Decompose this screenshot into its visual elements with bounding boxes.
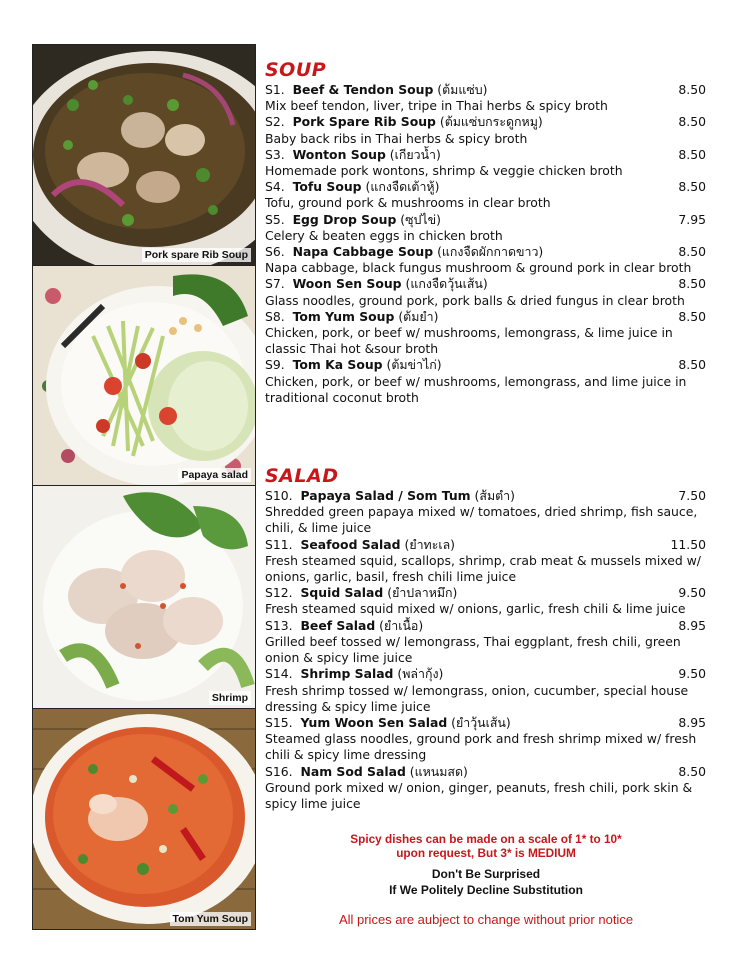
menu-item-price: 7.95	[678, 211, 706, 227]
menu-item-code: S3.	[265, 146, 285, 162]
menu-item-thai-name: (แกงจืดผักกาดขาว)	[437, 244, 544, 260]
substitution-note-line: If We Politely Decline Substitution	[389, 883, 583, 897]
menu-item	[265, 309, 707, 358]
menu-item	[265, 212, 707, 244]
menu-item-thai-name: (ต้มข่าไก่)	[386, 357, 442, 373]
menu-item-title	[265, 666, 443, 682]
menu-item-price: 8.50	[678, 276, 706, 292]
menu-item-code: S6.	[265, 244, 285, 260]
menu-item-name: Pork Spare Rib Soup	[292, 114, 436, 130]
menu-item-code: S8.	[265, 308, 285, 324]
menu-item-title	[265, 179, 439, 195]
menu-item-description: Glass noodles, ground pork, pork balls & dried fungus in clear broth	[265, 292, 685, 308]
menu-item-row	[265, 764, 707, 780]
menu-item-description: Baby back ribs in Thai herbs & spicy broth	[265, 130, 528, 146]
menu-item-row	[265, 309, 707, 325]
menu-item-description: Fresh steamed squid, scallops, shrimp, crab meat & mussels mixed w/ onions, garlic, basil, fresh chili lime juice	[265, 552, 701, 585]
menu-item-description: Chicken, pork, or beef w/ mushrooms, lemongrass, and lime juice in traditional coconut broth	[265, 373, 687, 405]
menu-item-code: S1.	[265, 82, 285, 97]
menu-item	[265, 666, 707, 715]
menu-item-name: Beef Salad	[300, 617, 376, 633]
menu-item-name: Woon Sen Soup	[292, 276, 402, 292]
menu-item-title	[265, 537, 455, 553]
menu-item-name: Napa Cabbage Soup	[292, 244, 434, 260]
menu-item-price: 8.50	[678, 308, 706, 324]
substitution-note-line: Don't Be Surprised	[431, 867, 541, 881]
menu-item-price: 8.50	[678, 763, 706, 779]
menu-item-description: Homemade pork wontons, shrimp & veggie chicken broth	[265, 163, 623, 179]
menu-item-description: Fresh shrimp tossed w/ lemongrass, onion, cucumber, special house dressing & spicy lime juice	[265, 682, 689, 714]
menu-item-name: Tofu Soup	[292, 179, 362, 195]
menu-item-code: S14.	[265, 666, 293, 682]
soup-heading: SOUP	[265, 59, 327, 81]
menu-item-row	[265, 244, 707, 260]
menu-item-title	[265, 715, 511, 731]
menu-item-name: Beef & Tendon Soup	[292, 82, 434, 97]
menu-item-price: 8.95	[678, 714, 706, 730]
menu-item-row	[265, 82, 707, 98]
salad-heading: SALAD	[265, 465, 339, 488]
menu-item-thai-name: (แหนมสด)	[409, 763, 468, 779]
menu-item-code: S16.	[265, 763, 293, 779]
menu-item-row	[265, 147, 707, 163]
menu-item	[265, 715, 707, 764]
shrimp-salad-photo	[33, 486, 255, 708]
spicy-note	[265, 832, 707, 860]
menu-item-description: Steamed glass noodles, ground pork and fresh shrimp mixed w/ fresh chili & spicy lime dressing	[265, 731, 697, 763]
menu-item-thai-name: (แกงจืดวุ้นเส้น)	[405, 276, 488, 292]
menu-item-price: 8.50	[678, 357, 706, 373]
menu-item-title	[265, 357, 442, 373]
menu-item-thai-name: (แกงจืดเต้าหู้)	[365, 179, 440, 195]
menu-item-code: S12.	[265, 585, 293, 601]
menu-item-code: S15.	[265, 714, 293, 730]
menu-item	[265, 244, 707, 276]
menu-item-name: Yum Woon Sen Salad	[300, 714, 448, 730]
menu-item-thai-name: (ยำเนื้อ)	[379, 617, 424, 633]
substitution-note	[265, 866, 707, 898]
menu-item	[265, 618, 707, 667]
menu-item-name: Nam Sod Salad	[300, 763, 406, 779]
menu-item-price: 8.50	[678, 179, 706, 195]
menu-item-thai-name: (ยำวุ้นเส้น)	[451, 714, 511, 730]
menu-item-name: Papaya Salad / Som Tum	[300, 488, 471, 504]
menu-item-price: 8.50	[678, 244, 706, 260]
menu-item	[265, 537, 707, 586]
menu-item-thai-name: (ยำทะเล)	[404, 536, 456, 552]
menu-item-thai-name: (พล่ากุ้ง)	[397, 666, 444, 682]
menu-item-name: Shrimp Salad	[300, 666, 394, 682]
menu-item-name: Tom Ka Soup	[292, 357, 383, 373]
menu-item-title	[265, 147, 441, 163]
menu-item	[265, 488, 707, 537]
menu-item-row	[265, 666, 707, 682]
menu-item-thai-name: (ต้มแซ่บกระดูกหมู)	[439, 114, 543, 130]
menu-list	[265, 58, 707, 812]
menu-item-title	[265, 309, 438, 325]
menu-item-price: 8.50	[678, 114, 706, 130]
menu-item-code: S11.	[265, 536, 293, 552]
menu-item-price: 7.50	[678, 488, 706, 504]
menu-item-description: Napa cabbage, black fungus mushroom & ground pork in clear broth	[265, 260, 692, 276]
menu-item-price: 11.50	[670, 536, 706, 552]
menu-item-description: Grilled beef tossed w/ lemongrass, Thai eggplant, fresh chili, green onion & spicy lime juice	[265, 633, 681, 666]
photo-caption: Papaya salad	[178, 468, 251, 482]
spicy-note-line: upon request, But 3* is MEDIUM	[396, 846, 576, 860]
menu-item-name: Tom Yum Soup	[292, 308, 395, 324]
menu-item-name: Seafood Salad	[300, 536, 401, 552]
photo-caption: Shrimp	[209, 691, 251, 705]
menu-item	[265, 764, 707, 813]
menu-item-row	[265, 276, 707, 292]
menu-item-title	[265, 618, 423, 634]
menu-item-row	[265, 618, 707, 634]
menu-item-title	[265, 82, 487, 98]
menu-item	[265, 276, 707, 308]
menu-item-thai-name: (เกียวน้ำ)	[389, 146, 441, 162]
price-notice: All prices are aubject to change without prior notice	[338, 912, 634, 927]
spicy-note-line: Spicy dishes can be made on a scale of 1* to 10*	[350, 832, 622, 846]
photo-column	[32, 44, 256, 930]
menu-item-title	[265, 114, 543, 130]
menu-item-price: 8.95	[678, 617, 706, 633]
menu-item-row	[265, 537, 707, 553]
menu-item-title	[265, 212, 441, 228]
menu-item-row	[265, 715, 707, 731]
menu-item-code: S7.	[265, 276, 285, 292]
salad-list	[265, 488, 707, 812]
menu-item-code: S5.	[265, 211, 285, 227]
menu-item-code: S2.	[265, 114, 285, 130]
soup-list	[265, 82, 707, 406]
menu-item-title	[265, 244, 543, 260]
menu-item-price: 9.50	[678, 666, 706, 682]
menu-item-description: Ground pork mixed w/ onion, ginger, peanuts, fresh chili, pork skin & spicy lime juice	[265, 779, 693, 811]
menu-item-row	[265, 585, 707, 601]
tom-yum-soup-photo	[33, 709, 255, 929]
menu-item-thai-name: (ต้มแซ่บ)	[437, 82, 488, 97]
menu-item	[265, 585, 707, 617]
menu-item-name: Squid Salad	[300, 585, 384, 601]
menu-item	[265, 147, 707, 179]
menu-item-code: S9.	[265, 357, 285, 373]
papaya-salad-photo	[33, 266, 255, 485]
menu-item	[265, 82, 707, 114]
menu-item-thai-name: (ซุปไข่)	[400, 211, 441, 227]
menu-item-price: 8.50	[678, 82, 706, 97]
menu-item-price: 9.50	[678, 585, 706, 601]
menu-item-title	[265, 276, 488, 292]
menu-item-name: Wonton Soup	[292, 146, 386, 162]
menu-item-thai-name: (ยำปลาหมึก)	[387, 585, 458, 601]
pork-spare-rib-soup-photo	[33, 45, 255, 265]
photo-caption: Tom Yum Soup	[170, 912, 251, 926]
menu-item-code: S10.	[265, 488, 293, 504]
menu-item-thai-name: (ส้มตำ)	[474, 488, 515, 504]
menu-item-title	[265, 488, 515, 504]
menu-item-row	[265, 179, 707, 195]
menu-item-row	[265, 357, 707, 373]
menu-item-title	[265, 764, 468, 780]
photo-caption: Pork spare Rib Soup	[142, 248, 251, 262]
menu-item-name: Egg Drop Soup	[292, 211, 397, 227]
menu-item-description: Mix beef tendon, liver, tripe in Thai herbs & spicy broth	[265, 98, 608, 114]
menu-item-row	[265, 114, 707, 130]
menu-item-code: S13.	[265, 617, 293, 633]
menu-item-description: Tofu, ground pork & mushrooms in clear broth	[265, 195, 551, 211]
menu-item-title	[265, 585, 457, 601]
menu-item-code: S4.	[265, 179, 285, 195]
menu-item-row	[265, 212, 707, 228]
menu-item-price: 8.50	[678, 146, 706, 162]
menu-item-row	[265, 488, 707, 504]
menu-item	[265, 114, 707, 146]
menu-item	[265, 179, 707, 211]
menu-item	[265, 357, 707, 406]
menu-item-description: Chicken, pork, or beef w/ mushrooms, lemongrass, & lime juice in classic Thai hot &sour broth	[265, 325, 673, 357]
menu-item-description: Celery & beaten eggs in chicken broth	[265, 227, 503, 243]
menu-item-thai-name: (ต้มยำ)	[398, 308, 439, 324]
menu-item-description: Fresh steamed squid mixed w/ onions, garlic, fresh chili & lime juice	[265, 601, 686, 617]
menu-item-description: Shredded green papaya mixed w/ tomatoes, dried shrimp, fish sauce, chili, & lime juice	[265, 504, 698, 536]
